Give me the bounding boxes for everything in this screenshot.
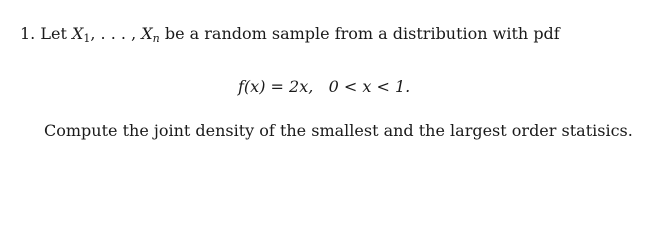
sample-ellipsis: , . . . , <box>90 24 137 43</box>
pdf-formula <box>238 77 410 97</box>
sample-first-variable: X <box>71 24 84 43</box>
sample-first-subscript: 1 <box>83 32 91 45</box>
question-text: Compute the joint density of the smallest and the largest order statisics. <box>44 121 633 140</box>
pdf-argument: (x) <box>243 77 266 96</box>
pdf-support: 0 < x < 1. <box>328 77 411 96</box>
sample-last-subscript: n <box>152 32 160 45</box>
pdf-expression: = 2x, <box>270 77 314 96</box>
problem-statement <box>20 24 560 44</box>
pdf-function-name: f <box>238 77 244 96</box>
sample-last-variable: X <box>141 24 153 43</box>
problem-number: 1. <box>20 24 36 43</box>
problem-lead-text: Let <box>40 24 67 43</box>
problem-rest-text: be a random sample from a distribution with pdf <box>164 24 560 43</box>
